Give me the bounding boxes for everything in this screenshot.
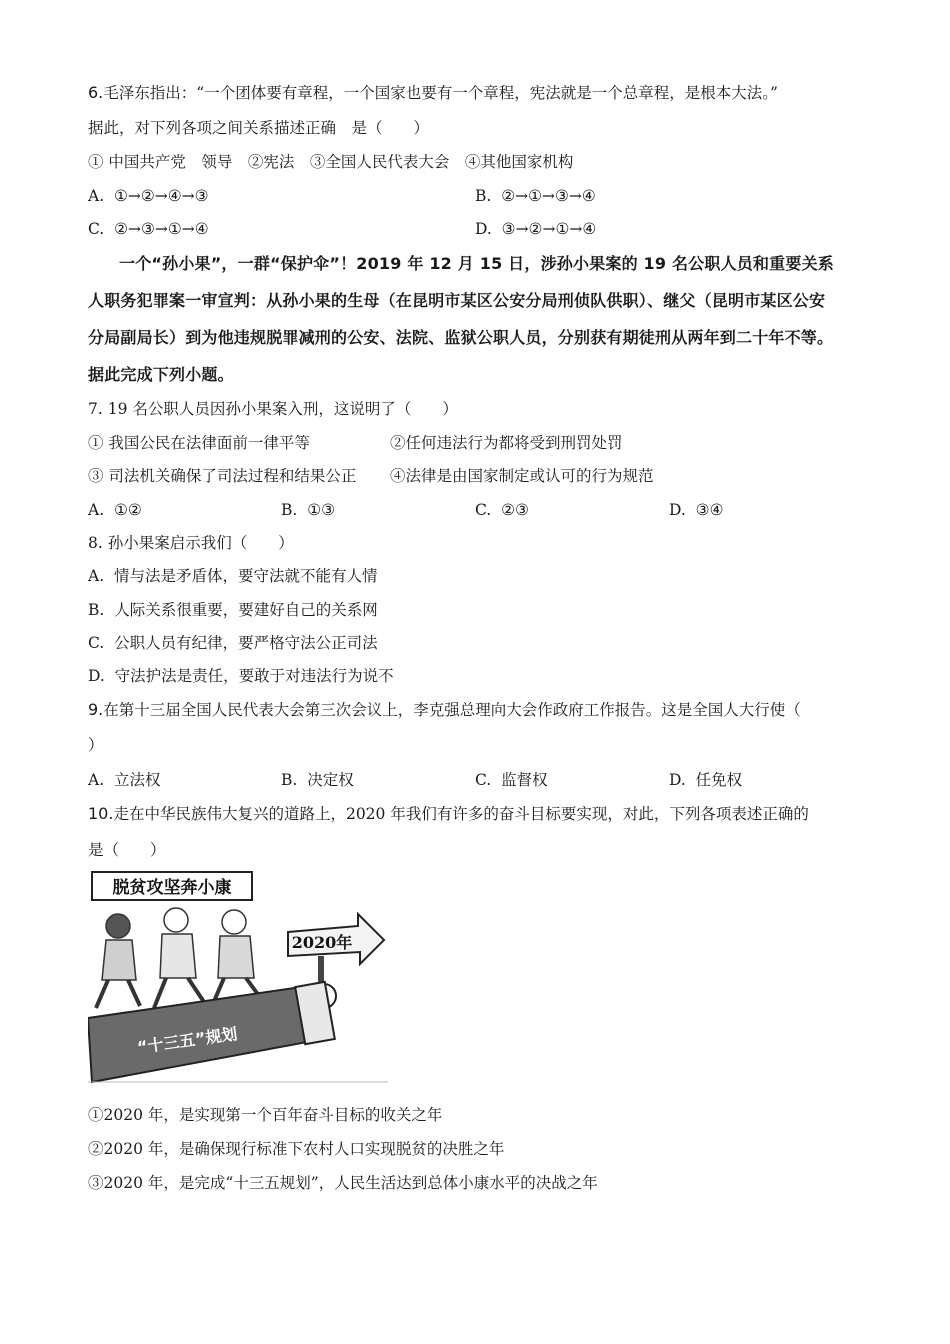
cartoon-banner-text: 脱贫攻坚奔小康 bbox=[112, 878, 232, 898]
q6-option-b[interactable]: B. ②→①→③→④ bbox=[475, 187, 596, 205]
q9-option-a[interactable]: A. 立法权 bbox=[88, 771, 161, 789]
q7-option-d[interactable]: D. ③④ bbox=[669, 501, 724, 519]
q9-number: 9. bbox=[88, 700, 104, 719]
q8-option-a[interactable]: A. 情与法是矛盾体，要守法就不能有人情 bbox=[88, 567, 378, 585]
q7-item-4: ④法律是由国家制定或认可的行为规范 bbox=[390, 467, 654, 485]
q7-item-3: ③ 司法机关确保了司法过程和结果公正 bbox=[88, 467, 357, 485]
q6-option-d[interactable]: D. ③→②→①→④ bbox=[475, 220, 597, 238]
q9-option-d[interactable]: D. 任免权 bbox=[669, 771, 743, 789]
q7-option-b[interactable]: B. ①③ bbox=[281, 501, 335, 519]
q6-option-c[interactable]: C. ②→③→①→④ bbox=[88, 220, 209, 238]
q6-stem-line1: 6.毛泽东指出：“一个团体要有章程，一个国家也要有一个章程，宪法就是一个总章程，是根本大法。” bbox=[88, 83, 778, 102]
q10-stem-line2: 是（ ） bbox=[88, 841, 166, 859]
q9-stem-line2: ） bbox=[88, 736, 104, 754]
q10-item-2: ②2020 年，是确保现行标准下农村人口实现脱贫的决胜之年 bbox=[88, 1140, 505, 1158]
cartoon-runners bbox=[96, 908, 262, 1008]
q10-item-3: ③2020 年，是完成“十三五规划”，人民生活达到总体小康水平的决战之年 bbox=[88, 1174, 598, 1192]
q7-item-1: ① 我国公民在法律面前一律平等 bbox=[88, 434, 310, 452]
q8-option-d[interactable]: D. 守法护法是责任，要敢于对违法行为说不 bbox=[88, 667, 394, 685]
cartoon-arm bbox=[88, 982, 335, 1082]
q7-option-c[interactable]: C. ②③ bbox=[475, 501, 529, 519]
material-line3: 分局副局长）到为他违规脱罪减刑的公安、法院、监狱公职人员，分别获有期徒刑从两年到二十年不等。 bbox=[88, 328, 834, 347]
q7-item-2: ②任何违法行为都将受到刑罚处罚 bbox=[390, 434, 623, 452]
q10-number: 10. bbox=[88, 804, 114, 823]
q10-stem-line1: 10.走在中华民族伟大复兴的道路上，2020 年我们有许多的奋斗目标要实现，对此，下列各项表述正确的 bbox=[88, 804, 809, 823]
q7-option-a[interactable]: A. ①② bbox=[88, 501, 142, 519]
cartoon-image bbox=[88, 868, 388, 1084]
q9-option-b[interactable]: B. 决定权 bbox=[281, 771, 354, 789]
q6-items: ① 中国共产党 领导 ②宪法 ③全国人民代表大会 ④其他国家机构 bbox=[88, 153, 574, 171]
q9-option-c[interactable]: C. 监督权 bbox=[475, 771, 548, 789]
cartoon-arm-text: “十三五”规划 bbox=[135, 1024, 239, 1057]
material-line2: 人职务犯罪案一审宣判：从孙小果的生母（在昆明市某区公安分局刑侦队供职）、继父（昆明市某区公安 bbox=[88, 291, 826, 310]
q8-stem: 8. 孙小果案启示我们（ ） bbox=[88, 534, 294, 552]
q8-option-b[interactable]: B. 人际关系很重要，要建好自己的关系网 bbox=[88, 601, 378, 619]
q6-option-a[interactable]: A. ①→②→④→③ bbox=[88, 187, 209, 205]
q8-option-c[interactable]: C. 公职人员有纪律，要严格守法公正司法 bbox=[88, 634, 378, 652]
q6-stem-line2: 据此，对下列各项之间关系描述正确 是（ ） bbox=[88, 119, 430, 137]
q6-number: 6. bbox=[88, 83, 104, 102]
material-line1: 一个“孙小果”，一群“保护伞”！2019 年 12 月 15 日，涉孙小果案的 19 名公职人员和重要关系 bbox=[119, 254, 834, 273]
q9-stem-line1: 9.在第十三届全国人民代表大会第三次会议上，李克强总理向大会作政府工作报告。这是全国人大行使（ bbox=[88, 700, 801, 719]
material-line4: 据此完成下列小题。 bbox=[88, 365, 234, 384]
q7-stem: 7. 19 名公职人员因孙小果案入刑，这说明了（ ） bbox=[88, 400, 458, 418]
q10-item-1: ①2020 年，是实现第一个百年奋斗目标的收关之年 bbox=[88, 1106, 443, 1124]
cartoon-sign-text: 2020年 bbox=[291, 933, 353, 952]
